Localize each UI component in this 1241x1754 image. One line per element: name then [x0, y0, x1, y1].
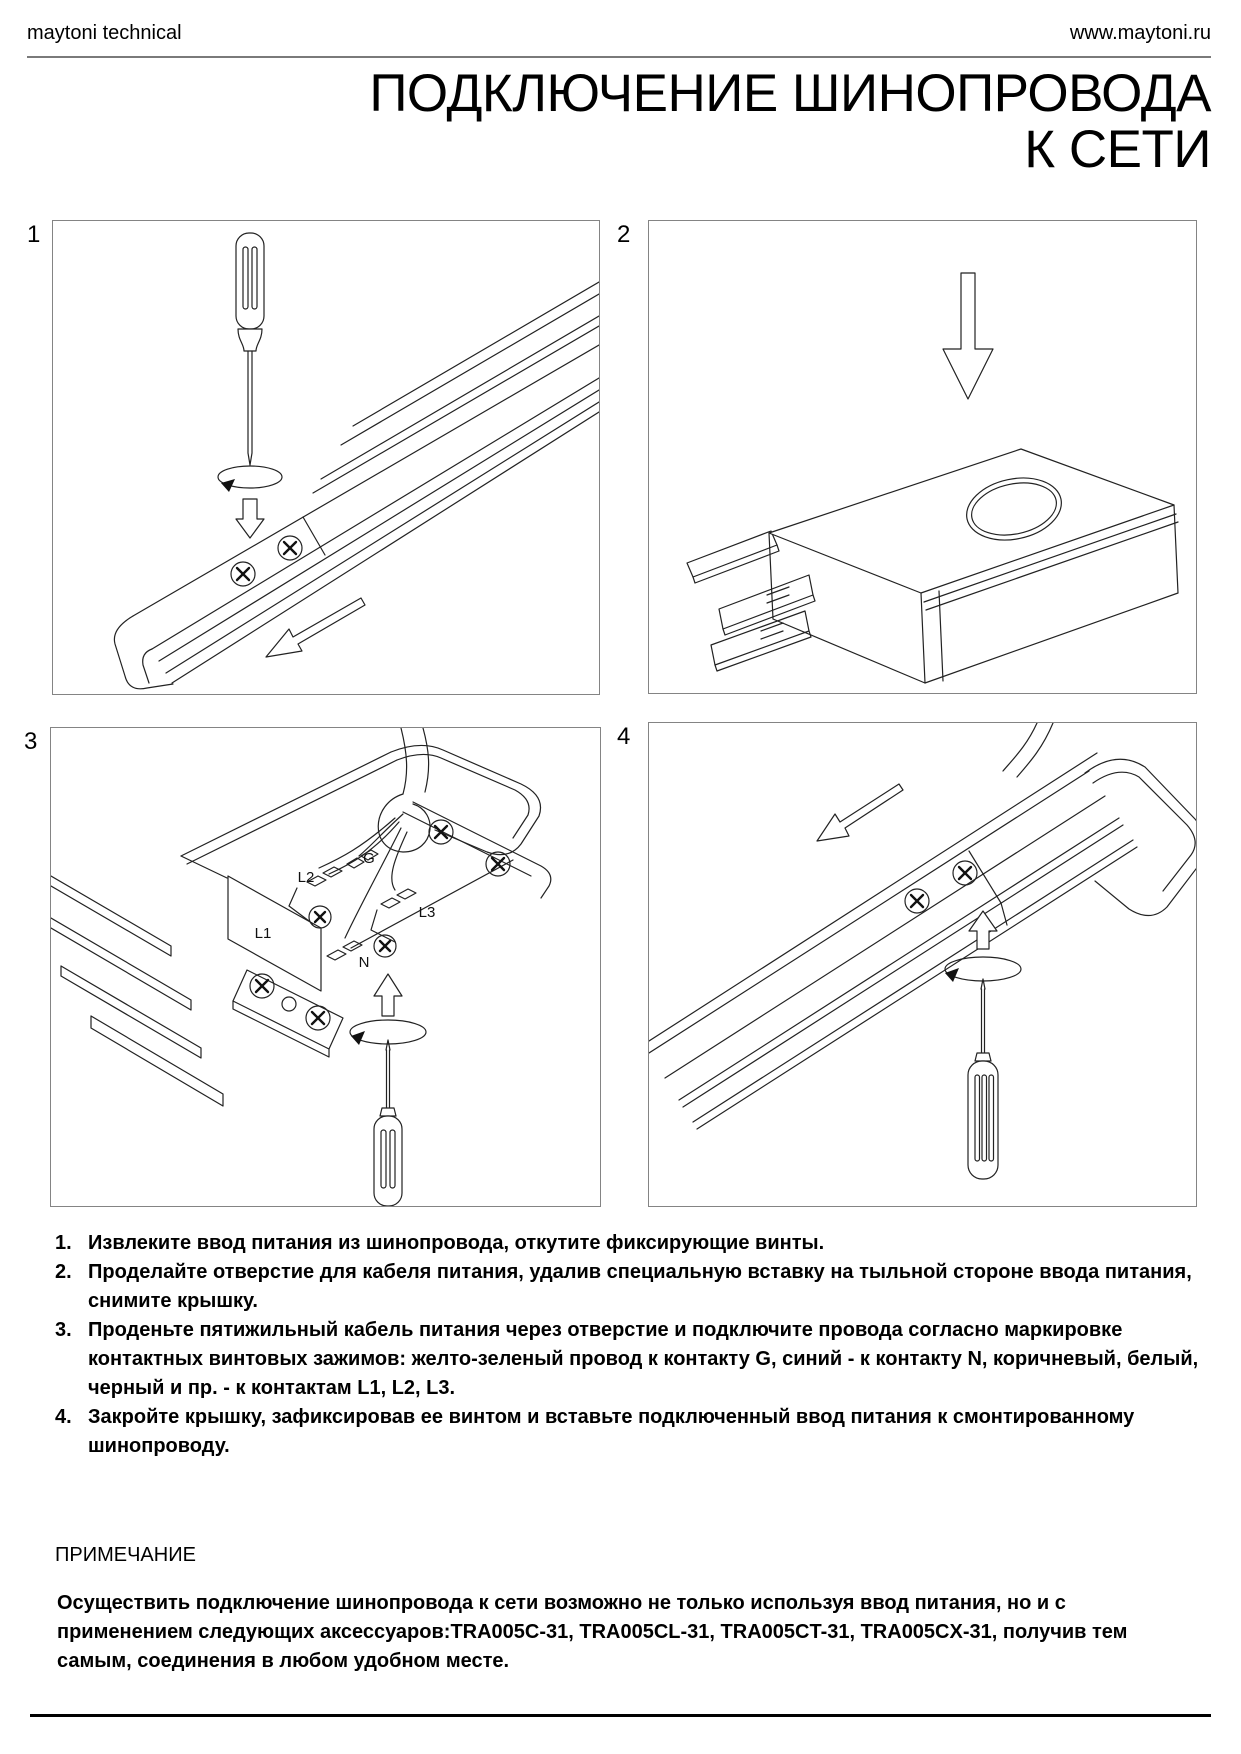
instruction-steps	[55, 1229, 1213, 1461]
step-3-number: 3.	[55, 1319, 72, 1341]
supply-cable	[378, 728, 430, 852]
figure-3-panel	[50, 727, 601, 1207]
power-feed-connector	[687, 449, 1178, 683]
figure-2-illustration-power-feed	[649, 221, 1196, 693]
up-arrow-icon	[374, 974, 402, 1016]
step-2-number: 2.	[55, 1261, 72, 1283]
step-3	[55, 1316, 1213, 1403]
step-3-text: Проденьте пятижильный кабель питания через отверстие и подключите провода согласно маркировке контактных винтовых зажимов: желто-зеленый провод к контакту G, синий - к контакту N, коричневый, белый, черный и пр. - к контактам L1, L2, L3.	[88, 1319, 1199, 1399]
website-url: www.maytoni.ru	[1069, 22, 1211, 44]
screwdriver-icon	[374, 1040, 402, 1206]
rotate-arrowhead-icon	[945, 968, 959, 982]
screw-x-marks	[237, 542, 296, 580]
page-title-line1: ПОДКЛЮЧЕНИЕ ШИНОПРОВОДА	[369, 64, 1211, 123]
figure-3-illustration-wiring-terminals	[51, 728, 600, 1206]
note-heading: ПРИМЕЧАНИЕ	[55, 1544, 196, 1566]
figure-2-number: 2	[617, 221, 631, 248]
figure-4-panel	[648, 722, 1197, 1207]
step-1-text: Извлеките ввод питания из шинопровода, откутите фиксирующие винты.	[88, 1232, 825, 1254]
screwdriver-icon	[236, 233, 264, 465]
up-arrow-icon	[969, 911, 997, 949]
figure-1-illustration-screwdriver-track	[53, 221, 599, 694]
terminal-label-l1: L1	[254, 925, 272, 942]
step-1-number: 1.	[55, 1232, 72, 1254]
figure-1-number: 1	[27, 221, 41, 248]
note-body: Осуществить подключение шинопровода к сети возможно не только используя ввод питания, но и с применением следующих аксессуаров:TRA005C-31, TRA005CL-31, TRA005CT-31, TRA005CX-31, получив тем самым, соединения в любом удобном месте.	[57, 1592, 1128, 1672]
terminal-label-n: N	[358, 954, 370, 971]
figure-1-panel	[52, 220, 600, 695]
brand-text: maytoni technical	[27, 22, 182, 44]
step-4-number: 4.	[55, 1406, 72, 1428]
step-4	[55, 1403, 1213, 1461]
figure-4-number: 4	[617, 723, 631, 750]
slide-direction-arrow-icon	[266, 598, 365, 657]
rotate-arrowhead-icon	[221, 479, 235, 492]
slide-direction-arrow-icon	[817, 784, 903, 841]
terminal-label-g: G	[363, 850, 375, 867]
page-title-line2: К СЕТИ	[1024, 120, 1211, 179]
rotate-arrowhead-icon	[351, 1031, 365, 1045]
terminal-label-l2: L2	[297, 869, 315, 886]
figure-2-panel	[648, 220, 1197, 694]
step-1	[55, 1229, 1213, 1258]
figure-4-illustration-insert-feed	[649, 723, 1196, 1206]
terminal-label-l3: L3	[418, 904, 436, 921]
footer-divider	[30, 1714, 1211, 1717]
header-divider	[27, 56, 1211, 58]
press-down-arrow-icon	[943, 273, 993, 399]
terminal-housing-wall	[228, 876, 321, 991]
track-profile-fins	[51, 876, 223, 1106]
step-2	[55, 1258, 1213, 1316]
screwdriver-icon	[968, 979, 998, 1179]
down-arrow-icon	[236, 499, 264, 538]
figure-3-number: 3	[24, 728, 38, 755]
step-2-text: Проделайте отверстие для кабеля питания, удалив специальную вставку на тыльной стороне ввода питания, снимите крышку.	[88, 1261, 1192, 1312]
step-4-text: Закройте крышку, зафиксировав ее винтом и вставьте подключенный ввод питания к смонтированному шинопроводу.	[88, 1406, 1135, 1457]
page-title	[369, 66, 1211, 178]
